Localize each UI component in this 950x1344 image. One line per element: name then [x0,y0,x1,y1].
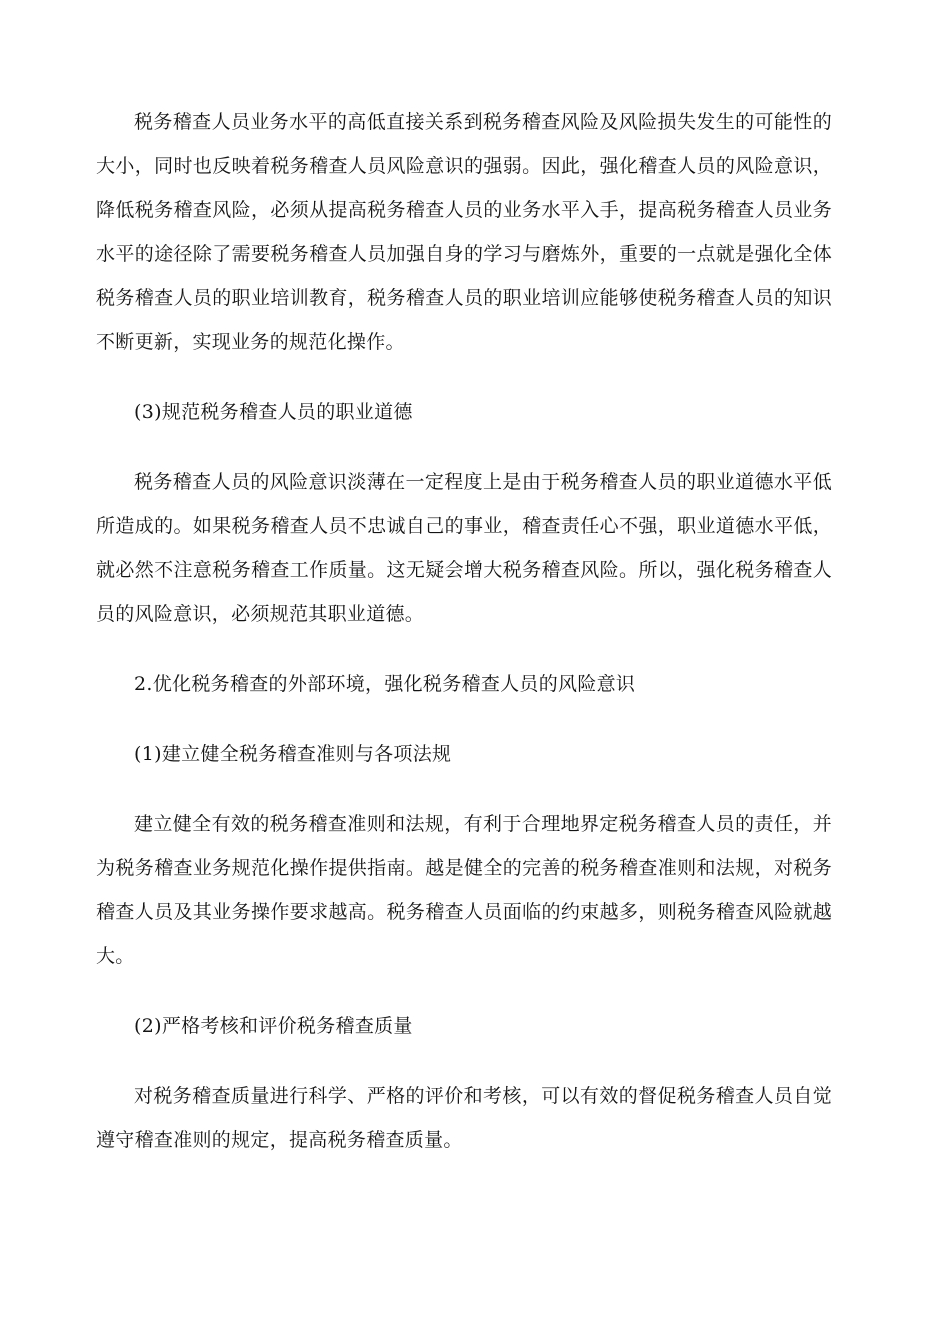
paragraph-gap [96,706,832,732]
document-body [96,100,832,1162]
heading-external-environment: 2.优化税务稽查的外部环境，强化税务稽查人员的风险意识 [134,673,636,695]
paragraph-gap [96,978,832,1004]
heading-professional-ethics: (3)规范税务稽查人员的职业道德 [134,401,413,423]
paragraph-quality: 对税务稽查质量进行科学、严格的评价和考核，可以有效的督促税务稽查人员自觉遵守稽查准则的规定，提高税务稽查质量。 [96,1085,832,1151]
heading-standards-regulations: (1)建立健全税务稽查准则与各项法规 [134,743,452,765]
paragraph-gap [96,434,832,460]
paragraph-gap [96,636,832,662]
paragraph-gap [96,1048,832,1074]
paragraph-standards: 建立健全有效的税务稽查准则和法规，有利于合理地界定税务稽查人员的责任，并为税务稽查业务规范化操作提供指南。越是健全的完善的税务稽查准则和法规，对税务稽查人员及其业务操作要求越高。税务稽查人员面临的约束越多，则税务稽查风险就越大。 [96,813,832,967]
paragraph-gap [96,776,832,802]
heading-quality-assessment: (2)严格考核和评价税务稽查质量 [134,1015,413,1037]
paragraph-ethics: 税务稽查人员的风险意识淡薄在一定程度上是由于税务稽查人员的职业道德水平低所造成的。如果税务稽查人员不忠诚自己的事业，稽查责任心不强，职业道德水平低，就必然不注意税务稽查工作质量。这无疑会增大税务稽查风险。所以，强化税务稽查人员的风险意识，必须规范其职业道德。 [96,471,832,625]
paragraph-business-level: 税务稽查人员业务水平的高低直接关系到税务稽查风险及风险损失发生的可能性的大小，同时也反映着税务稽查人员风险意识的强弱。因此，强化稽查人员的风险意识，降低税务稽查风险，必须从提高税务稽查人员的业务水平入手，提高税务稽查人员业务水平的途径除了需要税务稽查人员加强自身的学习与磨炼外，重要的一点就是强化全体税务稽查人员的职业培训教育，税务稽查人员的职业培训应能够使税务稽查人员的知识不断更新，实现业务的规范化操作。 [96,111,832,353]
paragraph-gap [96,364,832,390]
